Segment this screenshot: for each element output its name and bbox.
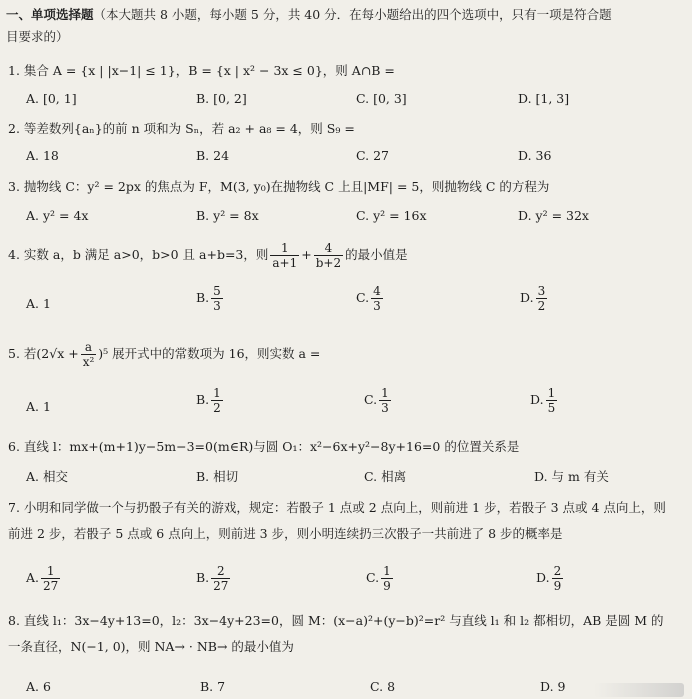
q5-option-c: C. $\frac{1}{3}$	[364, 386, 389, 415]
q3-option-b: B. y² = 8x	[196, 208, 259, 223]
q4-stem-suffix: 的最小值是	[345, 247, 408, 262]
question-7-stem: 7. 小明和同学做一个与扔骰子有关的游戏，规定：若骰子 1 点或 2 点向上，则前进 1 步，若骰子 3 点或 4 点向上，则前进 2 步，若骰子 5 点或 6 点向上，则前进 3 步，则小明连续扔三次骰子一共前进了 8 步的概率是	[8, 500, 666, 541]
q1-option-d: D. [1, 3]	[518, 91, 570, 106]
question-5-stem	[8, 336, 684, 372]
q7-option-b: B. $\frac{2}{27}$	[196, 564, 229, 593]
q4-option-d: D. $\frac{3}{2}$	[520, 284, 546, 313]
q2-option-c: C. 27	[356, 148, 389, 163]
q3-option-a: A. y² = 4x	[26, 208, 89, 223]
section-desc-line1: （本大题共 8 小题，每小题 5 分，共 40 分．在每小题给出的四个选项中，只有一项是符合题	[93, 7, 612, 22]
q8-option-a: A. 6	[26, 679, 51, 694]
q7-option-d: D. $\frac{2}{9}$	[536, 564, 562, 593]
q5-option-b: B. $\frac{1}{2}$	[196, 386, 221, 415]
q8-option-c: C. 8	[370, 679, 396, 694]
q8-option-d: D. 9	[540, 679, 566, 694]
section-header	[6, 4, 686, 48]
question-4-stem	[8, 238, 684, 272]
q1-option-b: B. [0, 2]	[196, 91, 247, 106]
q3-option-c: C. y² = 16x	[356, 208, 427, 223]
question-8-stem: 8. 直线 l₁：3x−4y+13=0，l₂：3x−4y+23=0，圆 M：(x−a)²+(y−b)²=r² 与直线 l₁ 和 l₂ 都相切，AB 是圆 M 的一条直径，N(−1, 0)，则 NA→ · NB→ 的最小值为	[8, 613, 664, 654]
q4-option-a: A. 1	[26, 296, 51, 311]
question-2-stem: 2. 等差数列{aₙ}的前 n 项和为 Sₙ，若 a₂ + a₈ = 4，则 S₉ =	[8, 121, 355, 136]
question-3-stem: 3. 抛物线 C：y² = 2px 的焦点为 F，M(3, y₀)在抛物线 C 上且|MF| = 5，则抛物线 C 的方程为	[8, 179, 550, 194]
section-title: 一、单项选择题	[6, 7, 94, 22]
q5-option-d: D. $\frac{1}{5}$	[530, 386, 556, 415]
q4-frac-2: $\frac{4}{b+2}$	[315, 241, 342, 270]
q4-frac-1: $\frac{1}{a+1}$	[272, 241, 298, 270]
question-1-stem: 1. 集合 A = {x | |x−1| ≤ 1}，B = {x | x² − 3x ≤ 0}，则 A∩B =	[8, 63, 395, 78]
q5-power: )⁵	[98, 346, 109, 361]
q2-option-a: A. 18	[26, 148, 59, 163]
q3-option-d: D. y² = 32x	[518, 208, 589, 223]
q4-option-b: B. $\frac{5}{3}$	[196, 284, 221, 313]
q5-frac: $\frac{a}{\text{x²}}$	[82, 340, 95, 369]
q6-option-c: C. 相离	[364, 469, 407, 484]
q5-option-a: A. 1	[26, 399, 51, 414]
q7-option-c: C. $\frac{1}{9}$	[366, 564, 391, 593]
q7-option-a: A. $\frac{1}{27}$	[26, 564, 59, 593]
question-6-stem: 6. 直线 l：mx+(m+1)y−5m−3=0(m∈R)与圆 O₁：x²−6x+y²−8y+16=0 的位置关系是	[8, 439, 520, 454]
q5-stem-prefix: 5. 若(2√x +	[8, 346, 79, 361]
section-desc-line2: 目要求的）	[6, 29, 69, 44]
q8-option-b: B. 7	[200, 679, 226, 694]
q4-plus: +	[301, 247, 312, 262]
q1-option-c: C. [0, 3]	[356, 91, 407, 106]
q2-option-d: D. 36	[518, 148, 552, 163]
q4-stem-prefix: 4. 实数 a，b 满足 a>0，b>0 且 a+b=3，则	[8, 247, 269, 262]
q6-option-a: A. 相交	[26, 469, 68, 484]
q5-stem-suffix: 展开式中的常数项为 16，则实数 a =	[108, 346, 321, 361]
q2-option-b: B. 24	[196, 148, 230, 163]
q4-option-c: C. $\frac{4}{3}$	[356, 284, 381, 313]
q6-option-b: B. 相切	[196, 469, 239, 484]
watermark-overlay	[594, 683, 684, 697]
q6-option-d: D. 与 m 有关	[534, 469, 609, 484]
q1-option-a: A. [0, 1]	[26, 91, 77, 106]
